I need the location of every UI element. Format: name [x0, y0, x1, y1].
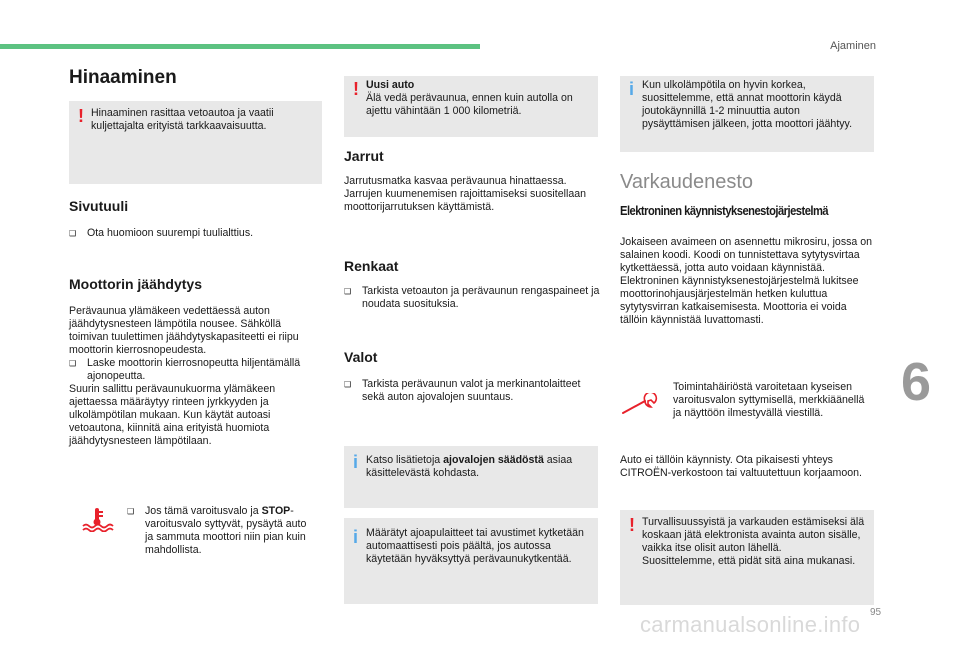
warning-exclamation-icon: ! — [629, 515, 635, 535]
chapter-tab: 6 — [900, 352, 932, 412]
safety-warning-text: Turvallisuussyistä ja varkauden estämiseksi älä koskaan jätä elektronista avainta auton sisälle, vaikka itse olisit auton lähellä. — [642, 516, 865, 554]
warning-exclamation-icon: ! — [78, 106, 84, 126]
safety-warning-text-2: Suosittelemme, että pidät sitä aina mukanasi. — [642, 555, 856, 567]
coolant-temperature-icon — [80, 506, 114, 532]
driving-aids-info-box — [344, 518, 598, 604]
brakes-heading: Jarrut — [344, 148, 384, 164]
info-icon: i — [353, 527, 359, 547]
chapter-color-bar — [0, 44, 480, 49]
engine-cooling-text — [69, 305, 322, 448]
watermark: carmanualsonline.info — [640, 612, 861, 637]
crosswind-heading: Sivutuuli — [69, 198, 129, 214]
towing-warning-box — [69, 101, 322, 184]
wrench-icon — [621, 393, 661, 415]
cooling-paragraph-1: Perävaunua ylämäkeen vedettäessä auton jäähdytysnesteen lämpötila nousee. Sähköllä toimivan tuulettimen jäähdytyskapasiteetti ei riipu moottorin kierrosnopeudesta. — [69, 305, 299, 356]
hot-weather-text: Kun ulkolämpötila on hyvin korkea, suosittelemme, että annat moottorin käydä joutokäynnillä 1-2 minuuttia auton pysäyttämisen jälkeen, jotta moottori jäähtyy. — [642, 79, 853, 130]
cooling-paragraph-2: Suurin sallittu perävaunukuorma ylämäkeen ajettaessa määräytyy rinteen jyrkkyyden ja ulkolämpötilan mukaan. Kun käytät autoasi vetoautona, kiinnitä aina erityistä huomiota jäähdytysnesteen lämpötilaan. — [69, 383, 276, 447]
page-number: 95 — [870, 607, 882, 618]
warning-exclamation-icon: ! — [353, 79, 359, 99]
stop-warning-item: ❑ Jos tämä varoitusvalo ja STOP-varoitusvalo syttyvät, pysäytä auto ja sammuta moottori niin pian kuin mahdollista. — [127, 505, 317, 557]
immobiliser-heading: Elektroninen käynnistyksenestojärjestelmä — [620, 203, 829, 218]
chapter-header: Ajaminen — [830, 40, 876, 52]
info-icon: i — [353, 452, 359, 472]
hot-weather-info-box — [620, 76, 874, 152]
fault-followup-text: Auto ei tällöin käynnisty. Ota pikaisesti yhteys CITROËN-verkostoon tai valtuutettuun korjaamoon. — [620, 454, 863, 479]
cooling-bullet: ❑ Laske moottorin kierrosnopeutta hiljentämällä ajonopeutta. — [69, 357, 322, 383]
tyres-item: ❑ Tarkista vetoauton ja perävaunun rengaspaineet ja noudata suosituksia. — [344, 285, 600, 311]
page-title: Hinaaminen — [69, 67, 177, 88]
immobiliser-text: Jokaiseen avaimeen on asennettu mikrosiru, jossa on salainen koodi. Koodi on tunnistettava sytytysvirtaa kytkettäessä, jotta auto voidaan käynnistää. Elektroninen käynnistyksenestojärjestelmä lukitsee moottorinohjausjärjestelmän hetken kuluttua sytytysvirran katkaisemisesta. Moottoria ei voida tällöin käynnistää luvattomasti. — [620, 236, 873, 326]
tyres-heading: Renkaat — [344, 258, 399, 274]
new-car-warning-box — [344, 76, 598, 137]
driving-aids-text: Määrätyt ajoapulaitteet tai avustimet kytketään automaattisesti pois päältä, jos autossa käytetään hyväksyttyä perävaunukytkentää. — [366, 527, 584, 565]
info-icon: i — [629, 79, 635, 99]
safety-warning-box — [620, 510, 874, 605]
crosswind-item: ❑ Ota huomioon suurempi tuulialttius. — [69, 227, 322, 240]
brakes-text: Jarrutusmatka kasvaa perävaunua hinattaessa. Jarrujen kuumenemisen rajoittamiseksi suositellaan moottorijarrutuksen käyttämistä. — [344, 175, 587, 213]
lights-heading: Valot — [344, 349, 378, 365]
towing-warning-text: Hinaaminen rasittaa vetoautoa ja vaatii kuljettajalta erityistä tarkkaavaisuutta. — [91, 107, 274, 132]
fault-warning-text: Toimintahäiriöstä varoitetaan kyseisen varoitusvalon syttymisellä, merkkiäänellä ja näyttöön ilmestyvällä viestillä. — [673, 381, 865, 419]
new-car-text: Älä vedä perävaunua, ennen kuin autolla on ajettu vähintään 1 000 kilometriä. — [366, 92, 573, 117]
lights-item: ❑ Tarkista perävaunun valot ja merkinantolaitteet sekä auton ajovalojen suuntaus. — [344, 378, 584, 404]
anti-theft-heading: Varkaudenesto — [620, 171, 754, 193]
new-car-title: Uusi auto — [366, 79, 415, 91]
engine-cooling-heading: Moottorin jäähdytys — [69, 276, 203, 292]
headlamp-info-box: i Katso lisätietoja ajovalojen säädöstä asiaa käsittelevästä kohdasta. — [344, 446, 598, 508]
